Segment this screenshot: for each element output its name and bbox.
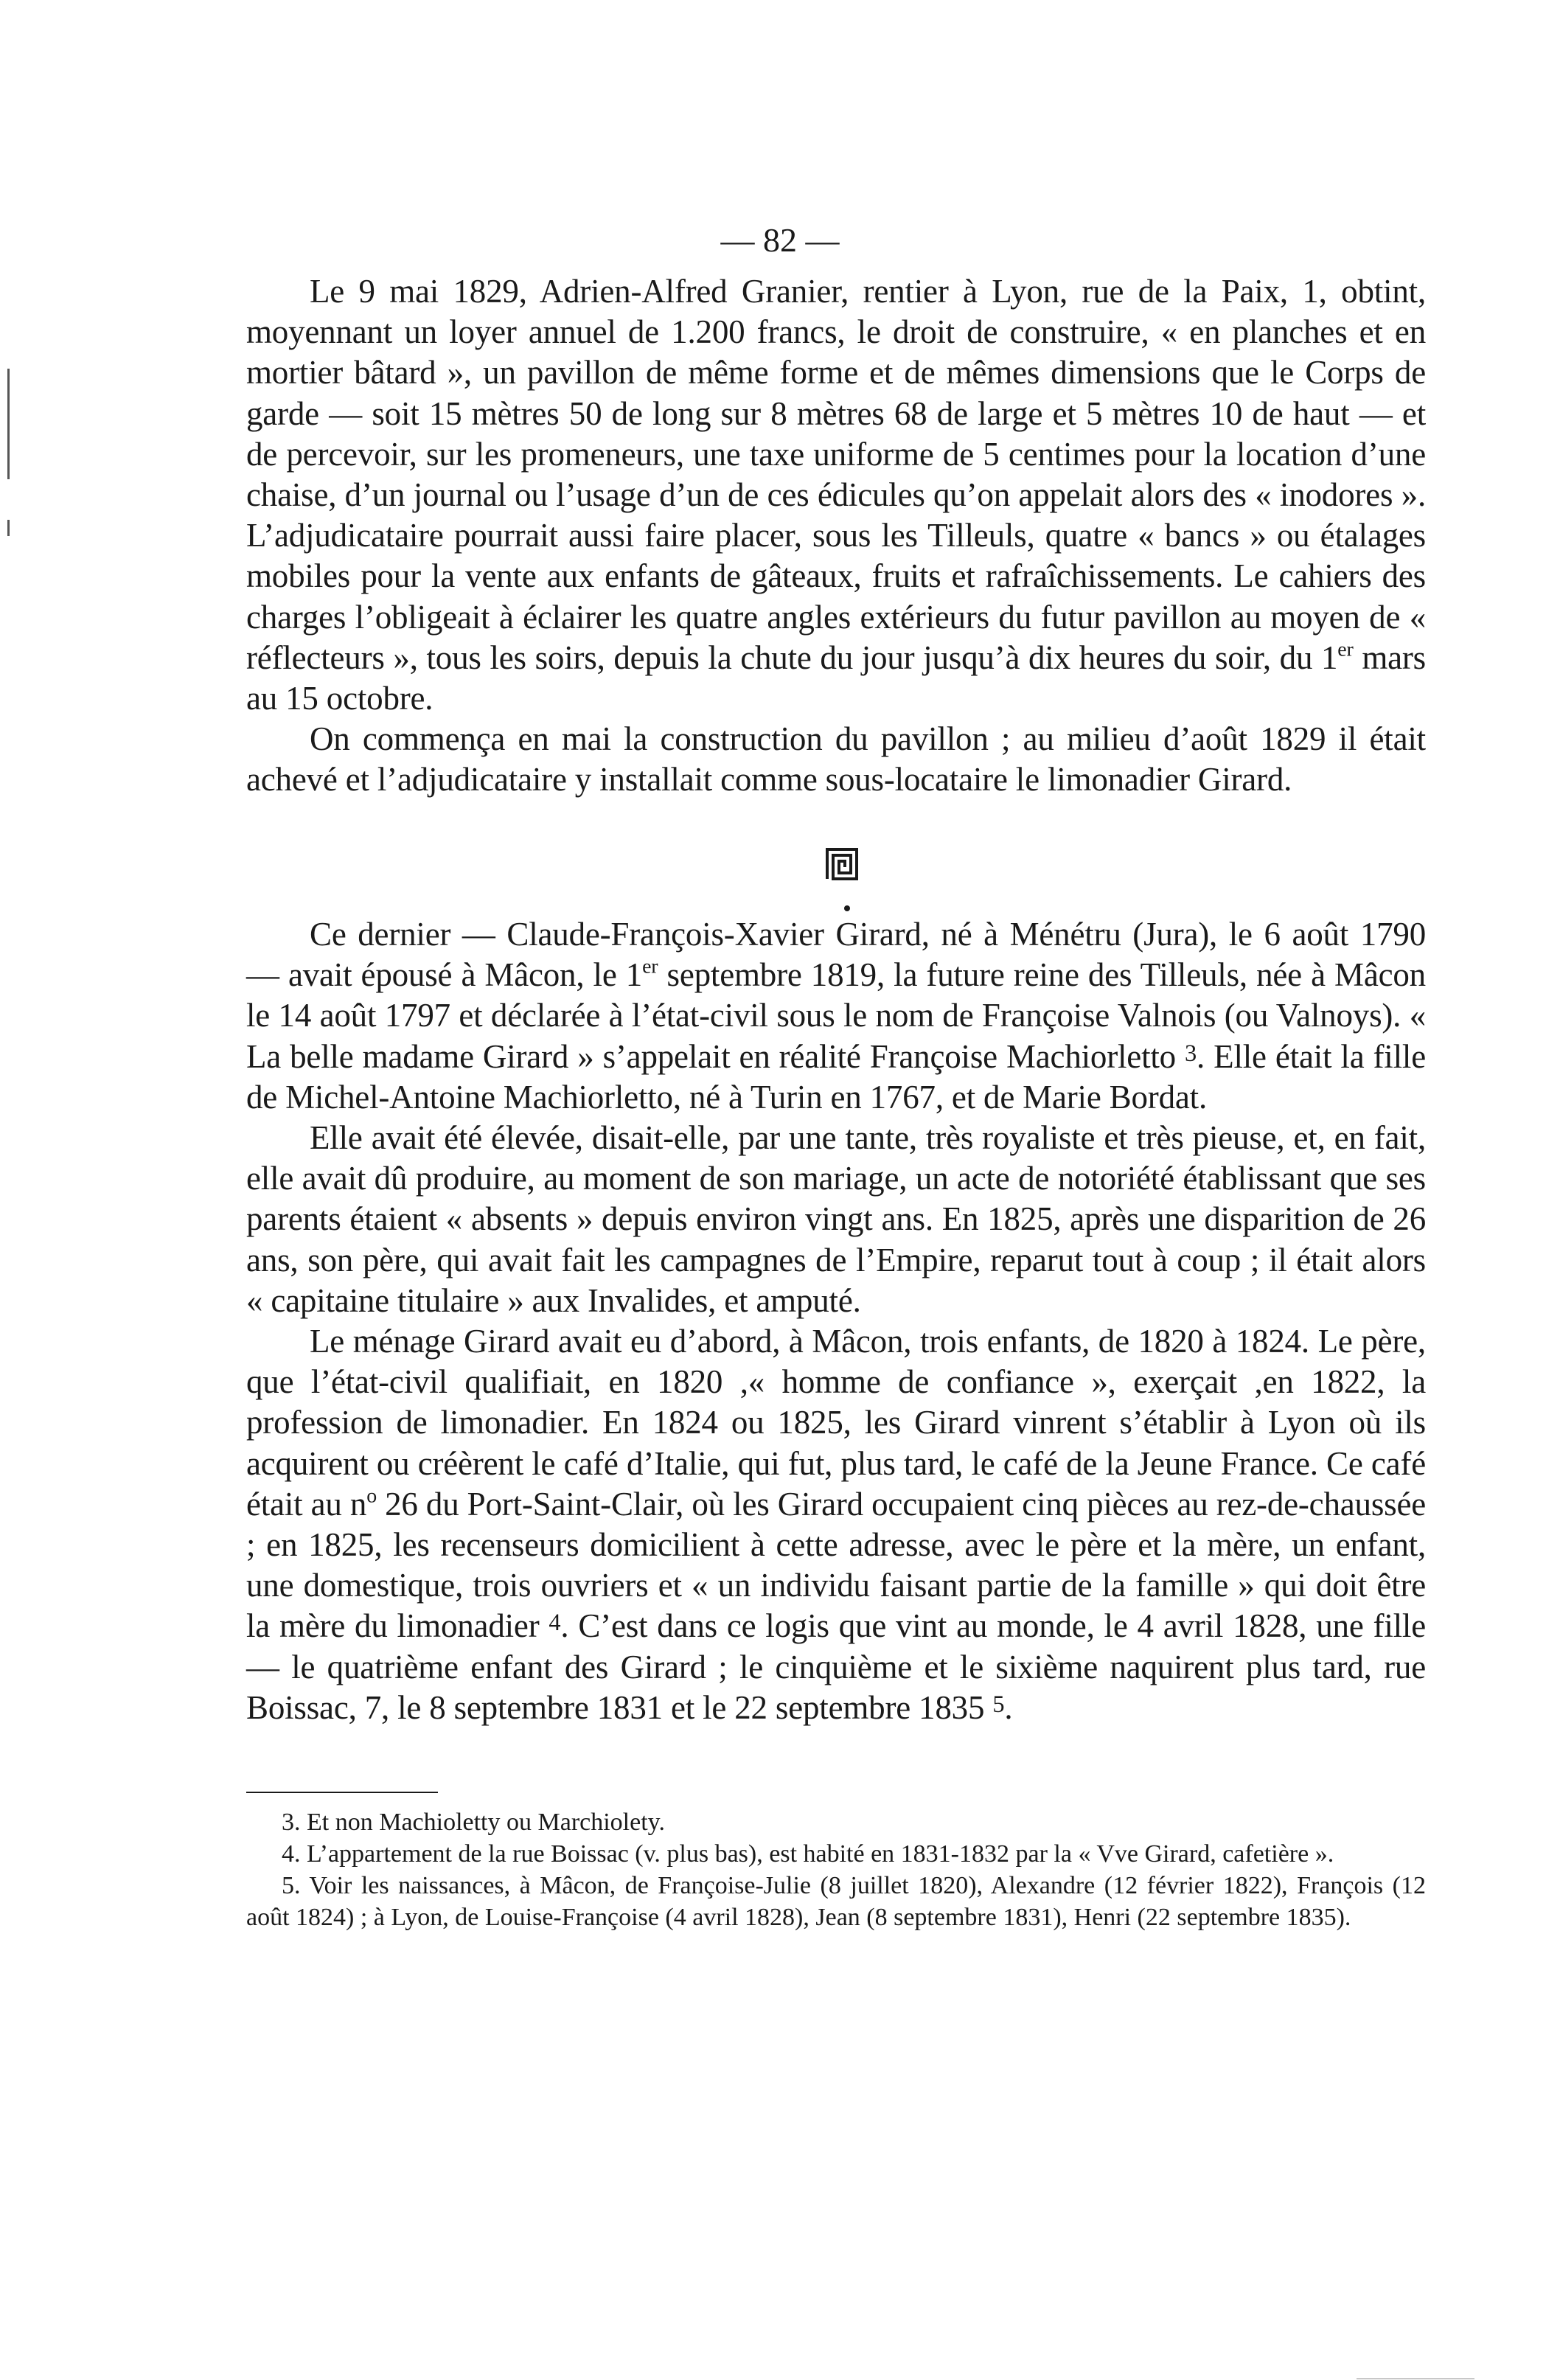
scan-edge-mark <box>7 520 10 536</box>
footnote-ref: 5 <box>992 1691 1005 1718</box>
paragraph: On commença en mai la construction du pavillon ; au milieu d’août 1829 il était achevé et l’adjudicataire y installait comme sous-locataire le limonadier Girard. <box>246 720 1426 798</box>
paragraph <box>246 271 1426 719</box>
paragraph-text: Le 9 mai 1829, Adrien-Alfred Granier, rentier à Lyon, rue de la Paix, 1, obtint, moyennant un loyer annuel de 1.200 francs, le droit de construire, « en planches et en mortier bâtard », un pavillon de même forme et de mêmes dimensions que le Corps de garde — soit 15 mètres 50 de long sur 8 mètres 68 de large et 5 mètres 10 de haut — et de percevoir, sur les promeneurs, une taxe uniforme de 5 centimes pour la location d’une chaise, d’un journal ou l’usage d’un de ces édicules qu’on appelait alors des « inodores ». L’adjudicataire pourrait aussi faire placer, sous les Tilleuls, quatre « bancs » ou étalages mobiles pour la vente aux enfants de gâteaux, fruits et rafraîchissements. Le cahiers des charges l’obligeait à éclairer les quatre angles extérieurs du futur pavillon au moyen de « réflecteurs », tous les soirs, depuis la chute du jour jusqu’à dix heures du soir, du <box>246 273 1426 676</box>
superscript: er <box>1337 638 1354 661</box>
superscript: er <box>642 955 658 978</box>
scan-edge-mark <box>7 369 10 479</box>
paragraph <box>246 1321 1426 1728</box>
paragraph-text: . C’est dans ce logis que vint au monde, le 4 avril 1828, une fille — le quatrième enfant des Girard ; le cinquième et le sixième naquirent plus tard, rue Boissac, 7, le 8 septembre 1831 et le 22 septembre 1835 <box>246 1607 1427 1726</box>
ornament-dot <box>844 905 850 911</box>
text-block-upper <box>246 271 1426 801</box>
text-block-lower <box>246 914 1426 1728</box>
paragraph-text: septembre 1819, la future reine des Tilleuls, née à Mâcon le 14 août 1797 et déclarée à l’état-civil sous le nom de Françoise Valnois (ou Valnoys). « La belle madame Girard » s’appelait en réalité Françoise Machiorletto <box>246 956 1426 1075</box>
paragraph-text: Le ménage Girard avait eu d’abord, à Mâcon, trois enfants, de 1820 à 1824. Le père, que l’état-civil qualifiait, en 1820 ,« homme de confiance », exerçait ,en 1822, la profession de limonadier. En 1824 ou 1825, les Girard vinrent s’établir à Lyon où ils acquirent ou créèrent le café d’Italie, qui fut, plus tard, le café de la Jeune France. Ce café était au n <box>246 1323 1426 1523</box>
footnote: 4. L’appartement de la rue Boissac (v. plus bas), est habité en 1831-1832 par la « Vve Girard, cafetière ». <box>282 1840 1334 1868</box>
paragraph-text: . <box>1004 1688 1013 1726</box>
paragraph-text: 1 <box>1320 639 1338 676</box>
footnote: 5. Voir les naissances, à Mâcon, de Françoise-Julie (8 juillet 1820), Alexandre (12 février 1822), François (12 août 1824) ; à Lyon, de Louise-Françoise (4 avril 1828), Jean (8 septembre 1831), Henri (22 septembre 1835). <box>246 1872 1426 1931</box>
footnotes <box>246 1806 1426 1933</box>
page-number: — 82 — <box>720 221 840 259</box>
paragraph: Elle avait été élevée, disait-elle, par une tante, très royaliste et très pieuse, et, en fait, elle avait dû produire, au moment de son mariage, un acte de notoriété établissant que ses parents étaient « absents » depuis environ vingt ans. En 1825, après une disparition de 26 ans, son père, qui avait fait les campagnes de l’Empire, reparut tout à coup ; il était alors « capitaine titulaire » aux Invalides, et amputé. <box>246 1119 1426 1319</box>
square-spiral-ornament-icon <box>826 848 858 880</box>
footnote-ref: 3 <box>1185 1040 1197 1067</box>
superscript: o <box>366 1484 377 1508</box>
paragraph <box>246 914 1426 1118</box>
paragraph-text: 26 du Port-Saint-Clair, où les Girard occupaient cinq pièces au rez-de-chaussée ; en 1825, les recenseurs domicilient à cette adresse, avec le père et la mère, un enfant, une domestique, trois ouvriers et « un individu faisant partie de la famille » qui doit être la mère du limonadier <box>246 1485 1426 1645</box>
paragraph-text: Ce dernier — Claude-François-Xavier Girard, né à Ménétru (Jura), le 6 août 1790 — avait épousé à Mâcon, le <box>246 916 1426 994</box>
footnote-ref: 4 <box>549 1610 561 1637</box>
paragraph-text: 1 <box>625 956 643 994</box>
paragraph-text: mars au 15 octobre. <box>246 639 1426 717</box>
paragraph-text: . Elle était la fille de Michel-Antoine Machiorletto, né à Turin en 1767, et de Marie Bordat. <box>246 1037 1426 1116</box>
footnote-separator <box>246 1792 438 1793</box>
footnote: 3. Et non Machioletty ou Marchiolety. <box>282 1809 665 1836</box>
